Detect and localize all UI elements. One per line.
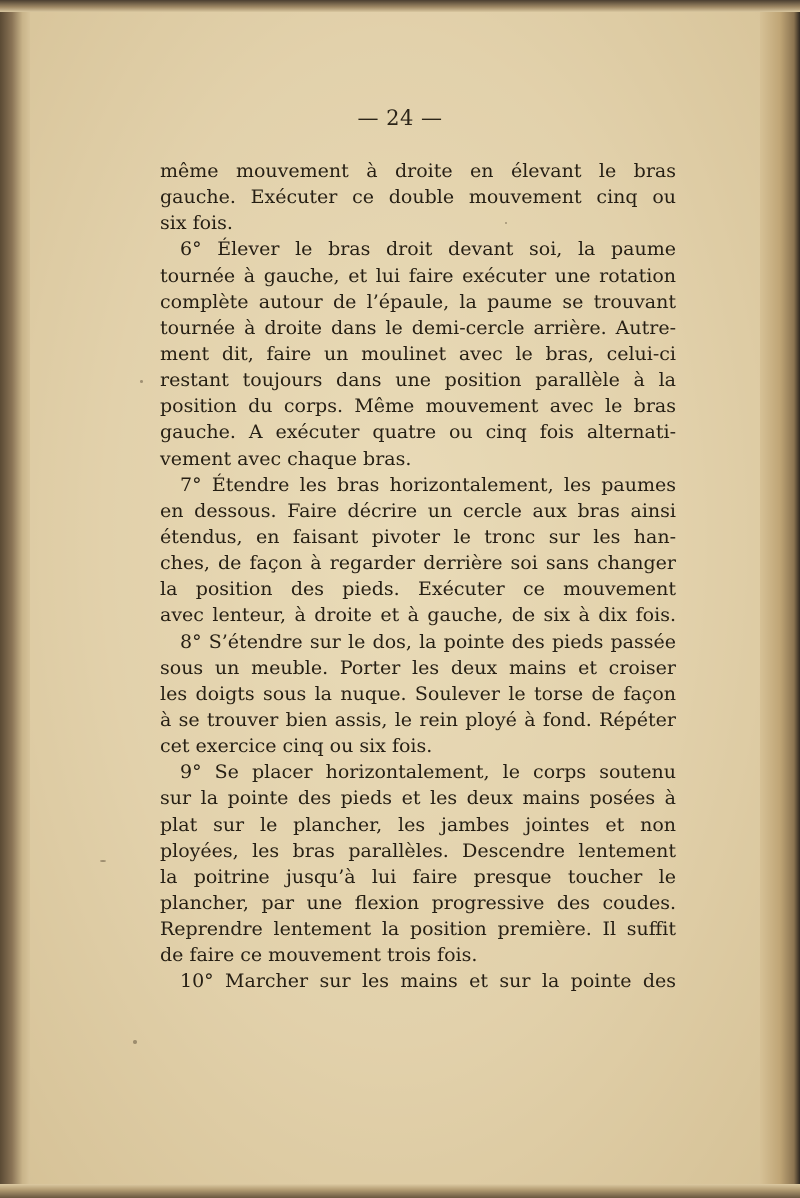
book-binding-edge: [0, 0, 30, 1198]
page-number: — 24 —: [357, 106, 443, 130]
body-text: [160, 158, 676, 995]
text-line: 6° Élever le bras droit devant soi, la paume: [180, 238, 676, 261]
page-bottom-edge: [0, 1184, 800, 1198]
text-line: sur la pointe des pieds et les deux mains posées à: [160, 787, 676, 810]
text-line: Reprendre lentement la position première. Il suffit: [160, 918, 676, 941]
text-line: cet exercice cinq ou six fois.: [160, 735, 433, 758]
text-line: la poitrine jusqu’à lui faire presque toucher le: [160, 865, 676, 888]
text-line: ment dit, faire un moulinet avec le bras, celui-ci: [160, 342, 676, 365]
text-line: vement avec chaque bras.: [160, 447, 412, 470]
text-line: 9° Se placer horizontalement, le corps soutenu: [180, 761, 676, 784]
text-line: tournée à droite dans le demi-cercle arrière. Autre-: [160, 316, 676, 339]
page-right-edge: [760, 0, 800, 1198]
text-line: gauche. Exécuter ce double mouvement cinq ou: [160, 186, 676, 209]
text-line: plancher, par une flexion progressive des coudes.: [160, 891, 676, 914]
text-line: avec lenteur, à droite et à gauche, de six à dix fois.: [160, 604, 676, 627]
text-line: gauche. A exécuter quatre ou cinq fois alternati-: [160, 421, 676, 444]
text-line: complète autour de l’épaule, la paume se trouvant: [160, 290, 676, 313]
text-line: six fois.: [160, 212, 233, 235]
page-top-edge: [0, 0, 800, 12]
text-line: sous un meuble. Porter les deux mains et croiser: [160, 656, 676, 679]
text-line: position du corps. Même mouvement avec le bras: [160, 395, 676, 418]
text-line: 10° Marcher sur les mains et sur la pointe des: [180, 970, 676, 993]
text-line: plat sur le plancher, les jambes jointes et non: [160, 813, 676, 836]
text-line: les doigts sous la nuque. Soulever le torse de façon: [160, 682, 676, 705]
text-line: en dessous. Faire décrire un cercle aux bras ainsi: [160, 499, 676, 522]
text-line: tournée à gauche, et lui faire exécuter une rotation: [160, 264, 676, 287]
text-line: 7° Étendre les bras horizontalement, les paumes: [180, 473, 676, 496]
text-line: la position des pieds. Exécuter ce mouvement: [160, 578, 676, 601]
text-line: étendus, en faisant pivoter le tronc sur les han-: [160, 525, 676, 548]
text-line: même mouvement à droite en élevant le bras: [160, 160, 676, 182]
text-line: 8° S’étendre sur le dos, la pointe des pieds passée: [180, 630, 676, 653]
text-line: ployées, les bras parallèles. Descendre lentement: [160, 839, 676, 862]
text-line: restant toujours dans une position parallèle à la: [160, 369, 676, 392]
text-line: ches, de façon à regarder derrière soi sans changer: [160, 552, 676, 575]
text-line: de faire ce mouvement trois fois.: [160, 944, 478, 967]
text-line: à se trouver bien assis, le rein ployé à fond. Répéter: [160, 708, 676, 731]
